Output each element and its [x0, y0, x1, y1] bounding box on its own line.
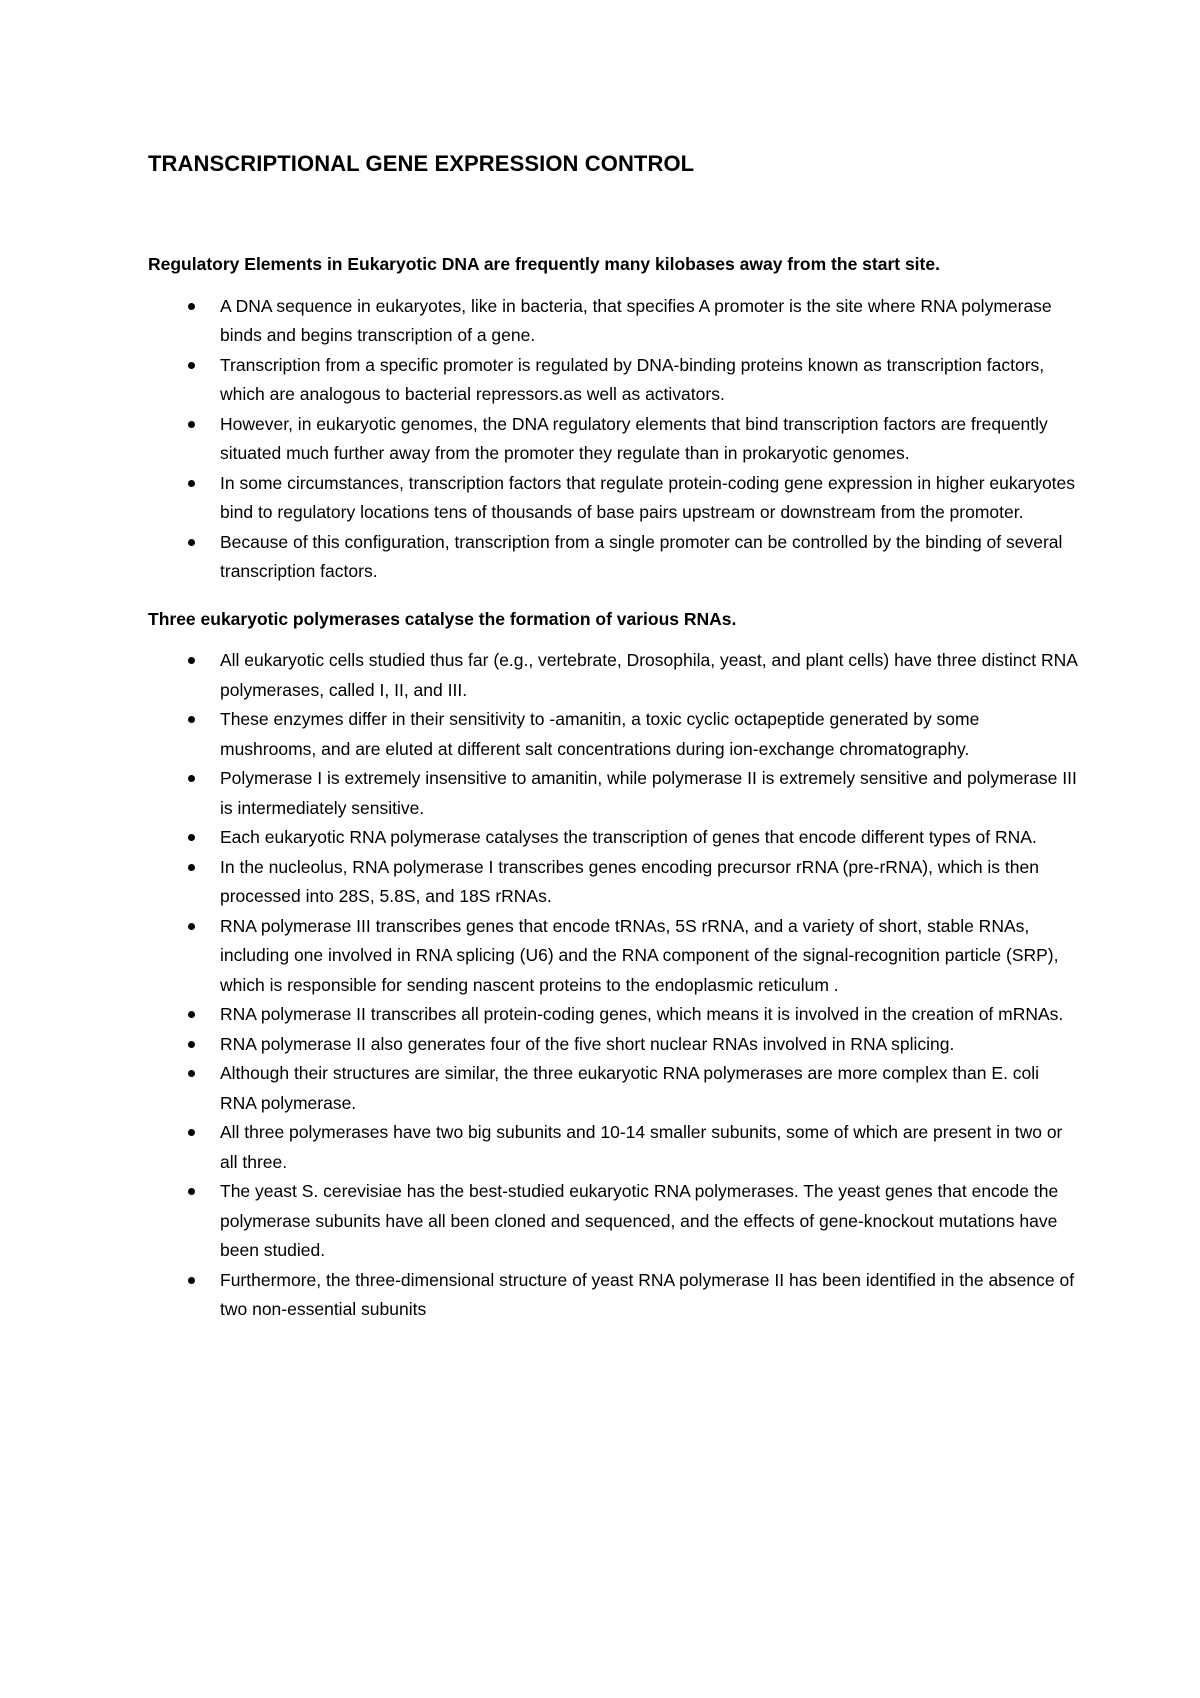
list-item-text: The yeast S. cerevisiae has the best-studied eukaryotic RNA polymerases. The yeast genes that encode the polymerase subunits have all been cloned and sequenced, and the effects of gene-knockout mutations have been studied.	[220, 1181, 1059, 1260]
document-page	[148, 150, 1078, 1343]
bullet-icon	[188, 1070, 195, 1077]
list-item	[148, 823, 1078, 853]
bullet-icon	[188, 834, 195, 841]
list-item-text: Each eukaryotic RNA polymerase catalyses the transcription of genes that encode different types of RNA.	[220, 827, 1037, 847]
bullet-icon	[188, 1011, 195, 1018]
list-item-text: Furthermore, the three-dimensional structure of yeast RNA polymerase II has been identified in the absence of two non-essential subunits	[220, 1269, 1075, 1319]
list-item-text: RNA polymerase III transcribes genes that encode tRNAs, 5S rRNA, and a variety of short, stable RNAs, including one involved in RNA splicing (U6) and the RNA component of the signal-recognition particle (SRP), which is responsible for sending nascent proteins to the endoplasmic reticulum .	[220, 915, 1059, 995]
page-title: TRANSCRIPTIONAL GENE EXPRESSION CONTROL	[148, 151, 695, 176]
list-item-text: However, in eukaryotic genomes, the DNA regulatory elements that bind transcription factors are frequently situated much further away from the promoter they regulate than in prokaryotic genomes.	[220, 413, 1048, 463]
list-item	[148, 764, 1078, 823]
list-item	[148, 1266, 1078, 1325]
list-item	[148, 528, 1078, 587]
bullet-icon	[188, 421, 195, 428]
bullet-icon	[188, 1129, 195, 1136]
list-item-text: In some circumstances, transcription factors that regulate protein-coding gene expression in higher eukaryotes bind to regulatory locations tens of thousands of base pairs upstream or downstream from the promoter.	[220, 472, 1076, 522]
list-item-text: In the nucleolus, RNA polymerase I transcribes genes encoding precursor rRNA (pre-rRNA), which is then processed into 28S, 5.8S, and 18S rRNAs.	[220, 856, 1039, 906]
list-item-text: All eukaryotic cells studied thus far (e.g., vertebrate, Drosophila, yeast, and plant cells) have three distinct RNA polymerases, called I, II, and III.	[220, 650, 1077, 700]
bullet-list	[148, 646, 1078, 1325]
list-item	[148, 351, 1078, 410]
list-item-text: Transcription from a specific promoter is regulated by DNA-binding proteins known as transcription factors, which are analogous to bacterial repressors.as well as activators.	[220, 354, 1045, 404]
list-item-text: A DNA sequence in eukaryotes, like in bacteria, that specifies A promoter is the site where RNA polymerase binds and begins transcription of a gene.	[220, 295, 1052, 345]
list-item	[148, 853, 1078, 912]
document-body	[148, 250, 1078, 1325]
list-item	[148, 292, 1078, 351]
list-item	[148, 410, 1078, 469]
list-item-text: Because of this configuration, transcription from a single promoter can be controlled by the binding of several transcription factors.	[220, 531, 1063, 581]
bullet-icon	[188, 775, 195, 782]
list-item	[148, 1118, 1078, 1177]
bullet-icon	[188, 1041, 195, 1048]
list-item	[148, 1059, 1078, 1118]
bullet-icon	[188, 539, 195, 546]
list-item-text: Although their structures are similar, the three eukaryotic RNA polymerases are more complex than E. coli RNA polymerase.	[220, 1063, 1039, 1113]
list-item	[148, 1000, 1078, 1030]
list-item-text: RNA polymerase II transcribes all protein-coding genes, which means it is involved in the creation of mRNAs.	[220, 1004, 1064, 1024]
list-item	[148, 646, 1078, 705]
list-item	[148, 1177, 1078, 1266]
list-item-text: These enzymes differ in their sensitivity to -amanitin, a toxic cyclic octapeptide generated by some mushrooms, and are eluted at different salt concentrations during ion-exchange chromatography.	[220, 709, 980, 759]
list-item-text: RNA polymerase II also generates four of the five short nuclear RNAs involved in RNA splicing.	[220, 1033, 955, 1054]
bullet-list	[148, 292, 1078, 587]
list-item	[148, 1030, 1078, 1060]
list-item-text: Polymerase I is extremely insensitive to amanitin, while polymerase II is extremely sensitive and polymerase III is intermediately sensitive.	[220, 768, 1077, 818]
bullet-icon	[188, 303, 195, 310]
list-item	[148, 912, 1078, 1001]
list-item	[148, 469, 1078, 528]
bullet-icon	[188, 657, 195, 664]
bullet-icon	[188, 923, 195, 930]
bullet-icon	[188, 362, 195, 369]
bullet-icon	[188, 864, 195, 871]
bullet-icon	[188, 480, 195, 487]
list-item-text: All three polymerases have two big subunits and 10-14 smaller subunits, some of which are present in two or all three.	[220, 1122, 1063, 1172]
section-heading: Three eukaryotic polymerases catalyse the formation of various RNAs.	[148, 608, 737, 629]
bullet-icon	[188, 1188, 195, 1195]
list-item	[148, 705, 1078, 764]
bullet-icon	[188, 716, 195, 723]
section-heading: Regulatory Elements in Eukaryotic DNA are frequently many kilobases away from the start site.	[148, 254, 940, 274]
bullet-icon	[188, 1277, 195, 1284]
